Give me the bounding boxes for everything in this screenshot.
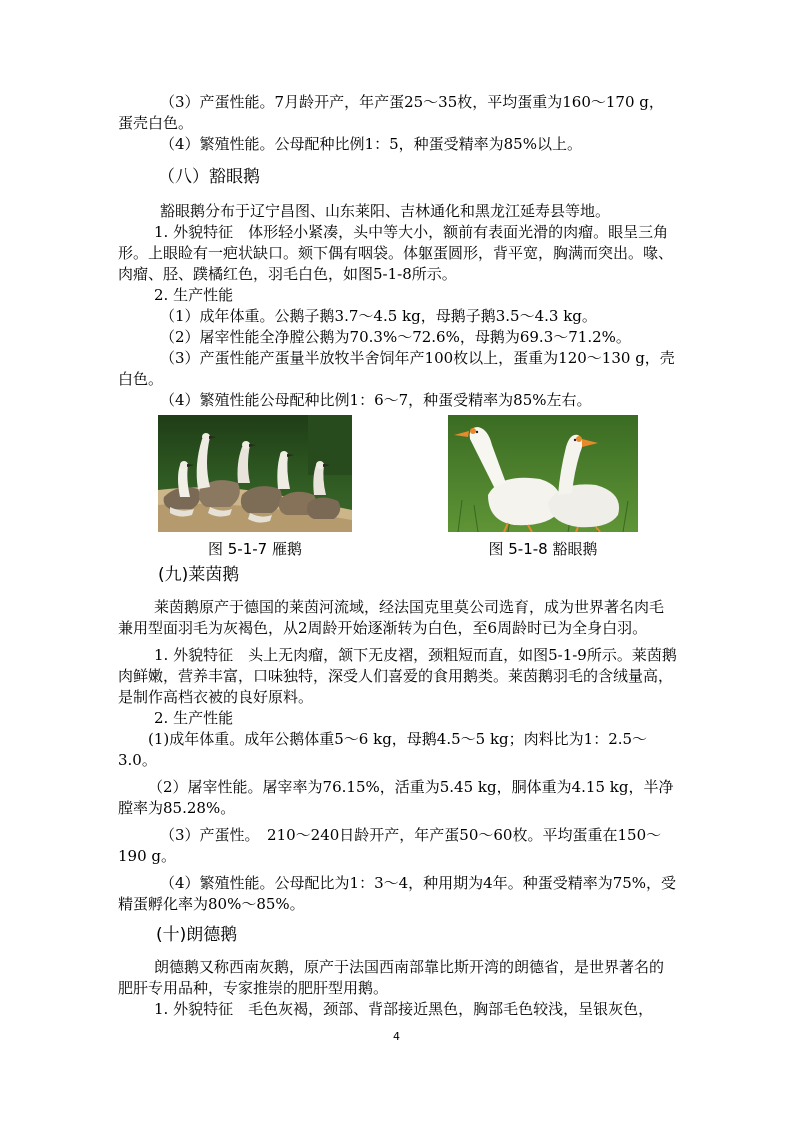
figure-5-1-8 — [448, 415, 638, 559]
page-number: 4 — [393, 1030, 400, 1043]
sec8-breeding: （4）繁殖性能公母配种比例1：6～7，种蛋受精率为85%左右。 — [160, 391, 592, 409]
figure-5-1-7 — [158, 415, 352, 559]
figure-caption-5-1-8: 图 5-1-8 豁眼鹅 — [488, 540, 598, 558]
sec8-appearance: 1. 外貌特征 体形轻小紧凑，头中等大小，额前有表面光滑的肉瘤。眼呈三角形。上眼睑有一疤状缺口。颏下偶有咽袋。体躯蛋圆形，背平宽，胸满而突出。喙、肉瘤、胫、蹼橘红色，羽毛白色，如图5-1-8所示。 — [118, 223, 674, 283]
figure-caption-5-1-7: 图 5-1-7 雁鹅 — [208, 540, 302, 558]
section-heading-9: (九)莱茵鹅 — [158, 565, 240, 585]
sec10-appearance: 1. 外貌特征 毛色灰褐，颈部、背部接近黑色，胸部毛色较浅，呈银灰色， — [154, 1000, 654, 1018]
white-goose-photo — [448, 415, 638, 532]
sec9-slaughter: （2）屠宰性能。屠宰率为76.15%，活重为5.45 kg，胴体重为4.15 kg，半净膛率为85.28%。 — [118, 778, 674, 817]
sec8-production-title: 2. 生产性能 — [154, 286, 234, 304]
sec9-intro: 莱茵鹅原产于德国的莱茵河流域，经法国克里莫公司选育，成为世界著名肉毛兼用型面羽毛为灰褐色，从2周龄开始逐渐转为白色，至6周龄时已为全身白羽。 — [118, 598, 665, 637]
page-body — [118, 92, 678, 1020]
section-heading-10: (十)朗德鹅 — [156, 925, 238, 945]
figure-row — [118, 415, 678, 561]
sec9-body-weight: (1)成年体重。成年公鹅体重5～6 kg，母鹅4.5～5 kg；肉料比为1：2.5～3.0。 — [118, 730, 648, 769]
goose-flock-photo — [158, 415, 352, 532]
sec9-egg-performance: （3）产蛋性。 210～240日龄开产，年产蛋50～60枚。平均蛋重在150～190 g。 — [118, 826, 662, 865]
section-heading-8: （八）豁眼鹅 — [158, 167, 260, 187]
sec9-breeding: （4）繁殖性能。公母配比为1：3～4，种用期为4年。种蛋受精率为75%，受精蛋孵化率为80%～85%。 — [118, 874, 677, 913]
sec8-intro: 豁眼鹅分布于辽宁昌图、山东莱阳、吉林通化和黑龙江延寿县等地。 — [160, 202, 611, 220]
sec7-breeding-performance: （4）繁殖性能。公母配种比例1：5，种蛋受精率为85%以上。 — [160, 135, 582, 153]
sec10-intro: 朗德鹅又称西南灰鹅，原产于法国西南部靠比斯开湾的朗德省，是世界著名的肥肝专用品种，专家推崇的肥肝型用鹅。 — [118, 958, 665, 997]
sec8-egg-performance: （3）产蛋性能产蛋量半放牧半舍饲年产100枚以上，蛋重为120～130 g，壳白色。 — [118, 349, 675, 388]
sec8-body-weight: （1）成年体重。公鹅子鹅3.7～4.5 kg，母鹅子鹅3.5～4.3 kg。 — [160, 307, 597, 325]
sec9-appearance: 1. 外貌特征 头上无肉瘤，颔下无皮褶，颈粗短而直，如图5-1-9所示。莱茵鹅肉鲜嫩，营养丰富，口味独特，深受人们喜爱的食用鹅类。莱茵鹅羽毛的含绒量高，是制作高档衣被的良好原料。 — [118, 646, 677, 706]
sec7-egg-performance: （3）产蛋性能。7月龄开产，年产蛋25～35枚，平均蛋重为160～170 g，蛋壳白色。 — [118, 93, 664, 132]
sec8-slaughter: （2）屠宰性能全净膛公鹅为70.3%～72.6%，母鹅为69.3～71.2%。 — [160, 328, 631, 346]
sec9-production-title: 2. 生产性能 — [154, 709, 234, 727]
